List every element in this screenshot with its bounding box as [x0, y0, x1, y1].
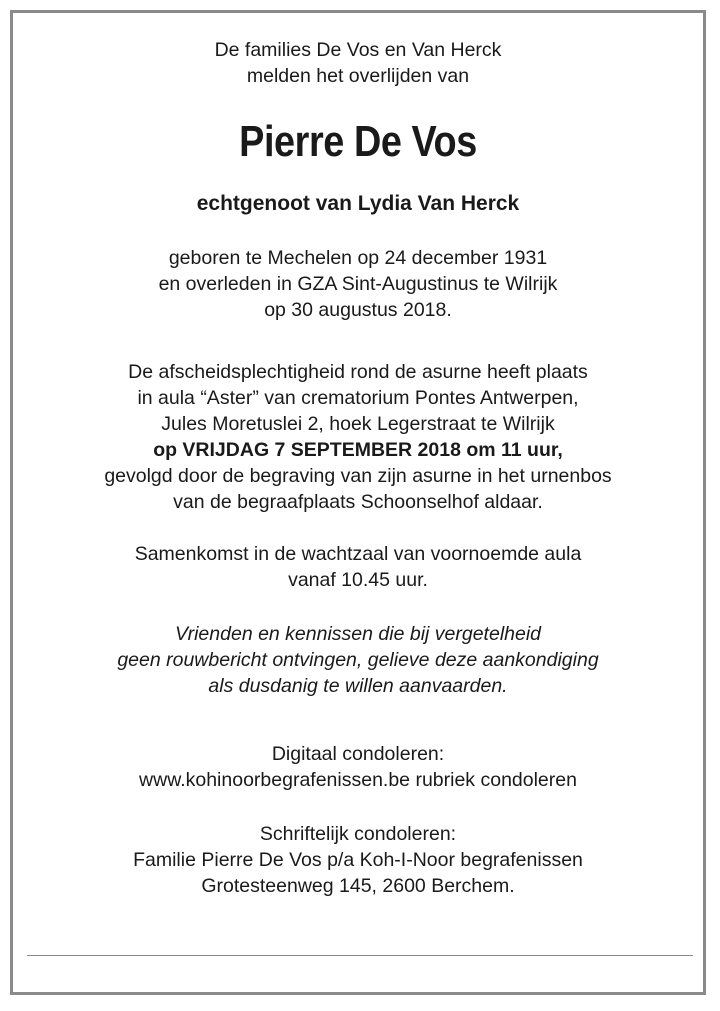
friends-notice-block: [13, 621, 703, 699]
friends-line-3: als dusdanig te willen aanvaarden.: [208, 675, 508, 697]
intro-families: De families De Vos en Van Herck: [214, 39, 502, 61]
death-announcement: [13, 13, 703, 899]
death-date-line: op 30 augustus 2018.: [264, 299, 452, 321]
ceremony-line-5: gevolgd door de begraving van zijn asurne in het urnenbos: [104, 465, 612, 487]
friends-line-1: Vrienden en kennissen die bij vergetelheid: [174, 623, 542, 645]
intro-block: [13, 37, 703, 89]
digital-website: www.kohinoorbegrafenissen.be rubriek condoleren: [139, 769, 577, 791]
gathering-line-1: Samenkomst in de wachtzaal van voornoemde aula: [134, 543, 582, 565]
written-address-line-2: Grotesteenweg 145, 2600 Berchem.: [201, 875, 515, 897]
written-condolences-block: [13, 821, 703, 899]
ceremony-block: [13, 359, 703, 515]
intro-announce: melden het overlijden van: [246, 65, 470, 87]
ceremony-date: op VRIJDAG 7 SEPTEMBER 2018 om 11 uur,: [153, 439, 563, 461]
spouse-line: echtgenoot van Lydia Van Herck: [196, 192, 520, 215]
written-address-line-1: Familie Pierre De Vos p/a Koh-I-Noor begrafenissen: [133, 849, 583, 871]
deceased-name: Pierre De Vos: [239, 117, 477, 166]
ceremony-line-1: De afscheidsplechtigheid rond de asurne heeft plaats: [128, 361, 588, 383]
digital-condolences-block: [13, 741, 703, 793]
birth-line: geboren te Mechelen op 24 december 1931: [168, 247, 548, 269]
death-place-line: en overleden in GZA Sint-Augustinus te Wilrijk: [158, 273, 558, 295]
gathering-block: [13, 541, 703, 593]
friends-line-2: geen rouwbericht ontvingen, gelieve deze aankondiging: [117, 649, 599, 671]
ceremony-line-6: van de begraafplaats Schoonselhof aldaar.: [173, 491, 543, 513]
gathering-line-2: vanaf 10.45 uur.: [288, 569, 428, 591]
bottom-divider: [27, 955, 693, 956]
digital-heading: Digitaal condoleren:: [271, 743, 445, 765]
ceremony-line-2: in aula “Aster” van crematorium Pontes Antwerpen,: [137, 387, 579, 409]
written-heading: Schriftelijk condoleren:: [259, 823, 457, 845]
birth-death-block: [13, 245, 703, 323]
ceremony-line-3: Jules Moretuslei 2, hoek Legerstraat te Wilrijk: [161, 413, 555, 435]
